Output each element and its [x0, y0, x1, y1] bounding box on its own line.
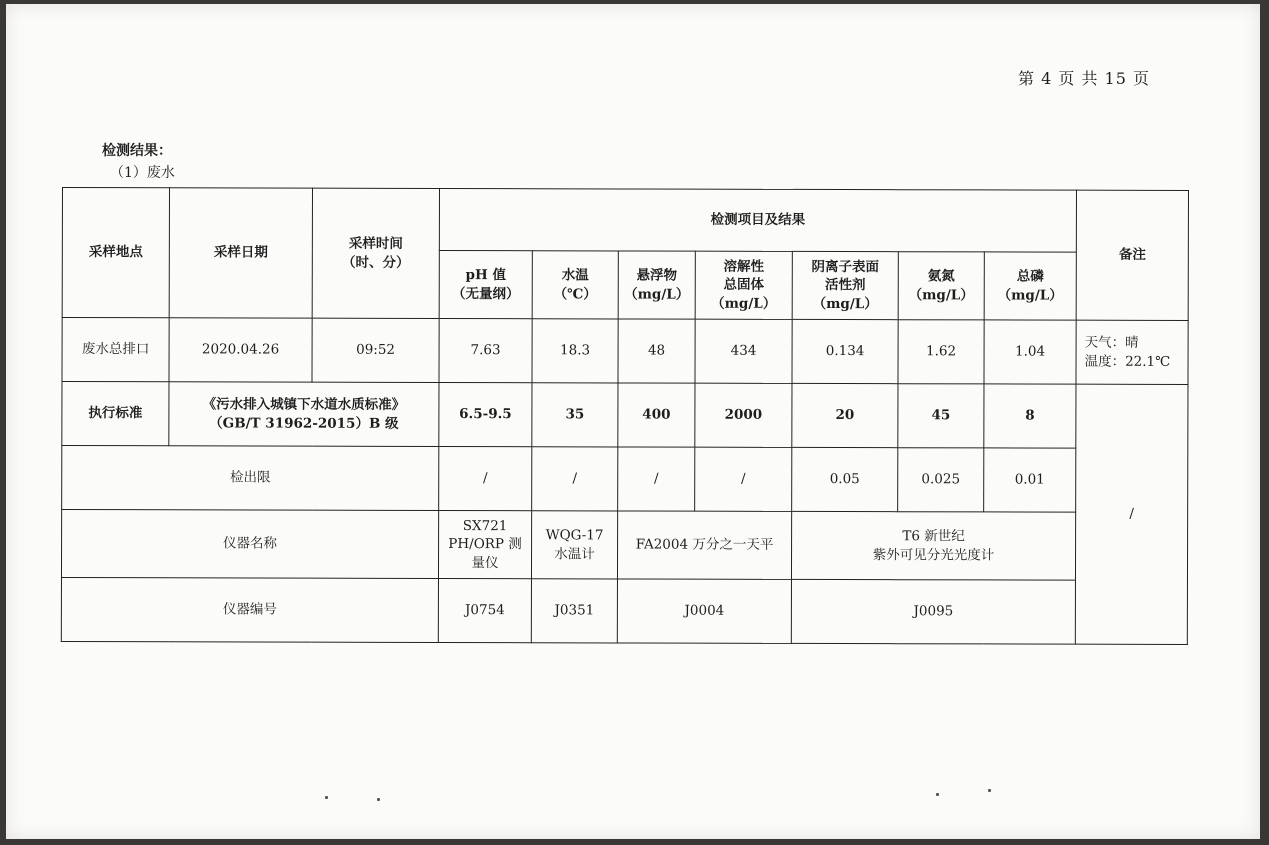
- header-water-temp-line1: 水温: [561, 267, 589, 284]
- header-ph: [439, 250, 532, 318]
- value-water-temp: 18.3: [532, 319, 618, 383]
- instrument-id-balance: J0004: [617, 579, 791, 643]
- header-las-line1: 阴离子表面: [811, 259, 880, 276]
- standard-label: 执行标准: [62, 382, 169, 446]
- standard-name-line1: 《污水排入城镇下水道水质标准》: [202, 396, 406, 414]
- detection-limit-label: 检出限: [62, 446, 439, 511]
- standard-tds: 2000: [695, 383, 792, 447]
- value-tds: 434: [695, 319, 792, 383]
- instrument-balance: FA2004 万分之一天平: [617, 511, 791, 579]
- instrument-temp-line1: WQG-17: [545, 527, 604, 544]
- header-ss-line2: （mg/L）: [624, 285, 690, 303]
- standard-water-temp: 35: [532, 383, 618, 447]
- limit-tds: /: [695, 447, 792, 511]
- header-sampling-time-line1: 采样时间: [348, 236, 403, 253]
- header-remark: 备注: [1076, 190, 1188, 320]
- header-las-line3: （mg/L）: [812, 295, 878, 312]
- instrument-ph-line3: 量仪: [471, 554, 499, 571]
- header-las: [792, 251, 898, 319]
- paper-speck: [377, 798, 380, 801]
- paper-speck: [988, 789, 991, 792]
- remark-temperature: 温度：22.1℃: [1084, 353, 1171, 370]
- header-water-temp-line2: （℃）: [553, 285, 597, 302]
- limit-suspended-solids: /: [618, 447, 695, 511]
- limit-ph: /: [439, 446, 532, 510]
- paper-speck: [325, 796, 328, 799]
- instrument-id-spectro: J0095: [791, 579, 1075, 644]
- instrument-id-ph: J0754: [438, 578, 531, 642]
- standard-name: [169, 382, 439, 447]
- remark-weather: 天气：晴: [1084, 334, 1139, 352]
- header-water-temp: [532, 251, 618, 319]
- value-ammonia: 1.62: [898, 320, 984, 384]
- header-ammonia-line2: （mg/L）: [908, 286, 974, 303]
- header-ph-line2: （无量纲）: [451, 285, 520, 302]
- sample-date: 2020.04.26: [169, 318, 312, 382]
- header-tp-line2: （mg/L）: [997, 286, 1063, 304]
- instrument-id-row: [61, 578, 1187, 645]
- standard-ph: 6.5-9.5: [439, 382, 532, 446]
- sample-remark: [1076, 320, 1188, 384]
- header-test-items: 检测项目及结果: [439, 188, 1076, 252]
- header-sampling-time: [312, 188, 439, 318]
- limit-total-phosphorus: 0.01: [984, 448, 1076, 512]
- header-tds: [695, 251, 792, 319]
- section-title: 检测结果：: [102, 143, 172, 159]
- header-ammonia-line1: 氨氮: [927, 268, 955, 285]
- instrument-ph-meter: [438, 510, 531, 578]
- limit-ammonia: 0.025: [898, 448, 984, 512]
- standard-row: [62, 382, 1188, 449]
- instrument-thermometer: [531, 511, 617, 579]
- header-tds-line1: 溶解性: [723, 258, 765, 276]
- value-suspended-solids: 48: [618, 319, 695, 383]
- limit-las: 0.05: [792, 447, 898, 511]
- header-row-1: [62, 188, 1188, 253]
- limit-water-temp: /: [532, 447, 618, 511]
- header-ss-line1: 悬浮物: [636, 267, 678, 284]
- instrument-name-label: 仪器名称: [61, 510, 438, 579]
- standard-name-line2: （GB/T 31962-2015）B 级: [209, 414, 399, 432]
- header-las-line2: 活性剂: [824, 277, 866, 294]
- header-sampling-date: 采样日期: [169, 188, 312, 318]
- instrument-id-temp: J0351: [531, 579, 617, 643]
- instrument-id-label: 仪器编号: [61, 578, 438, 643]
- header-ph-line1: pH 值: [465, 267, 506, 284]
- sample-row: [62, 318, 1188, 385]
- header-sampling-time-line2: （时、分）: [342, 254, 410, 271]
- instrument-ph-line2: PH/ORP 测: [448, 536, 522, 553]
- wastewater-results-table: [61, 187, 1189, 645]
- standard-total-phosphorus: 8: [984, 384, 1076, 448]
- shared-remark: /: [1075, 384, 1188, 644]
- header-suspended-solids: [618, 251, 695, 319]
- standard-ammonia: 45: [898, 384, 984, 448]
- instrument-name-row: [61, 510, 1187, 581]
- header-tds-line2: 总固体: [723, 277, 765, 294]
- paper-speck: [936, 793, 939, 796]
- header-sampling-location: 采样地点: [62, 188, 169, 318]
- header-total-phosphorus: [984, 252, 1076, 320]
- instrument-spectrophotometer: [791, 511, 1075, 580]
- page-number: 第 4 页 共 15 页: [1018, 69, 1150, 88]
- sub-title: （1）废水: [110, 165, 175, 181]
- value-las: 0.134: [792, 319, 898, 383]
- sample-location: 废水总排口: [62, 318, 169, 382]
- instrument-spectro-line2: 紫外可见分光光度计: [872, 546, 995, 563]
- instrument-temp-line2: 水温计: [554, 545, 595, 562]
- sample-time: 09:52: [312, 318, 439, 382]
- header-tds-line3: （mg/L）: [711, 295, 777, 312]
- standard-suspended-solids: 400: [618, 383, 695, 447]
- value-ph: 7.63: [439, 318, 532, 382]
- header-ammonia: [898, 252, 984, 320]
- instrument-ph-line1: SX721: [462, 518, 508, 535]
- value-total-phosphorus: 1.04: [984, 320, 1076, 384]
- instrument-spectro-line1: T6 新世纪: [902, 528, 965, 545]
- standard-las: 20: [792, 383, 898, 447]
- header-tp-line1: 总磷: [1016, 268, 1044, 285]
- detection-limit-row: [62, 446, 1188, 513]
